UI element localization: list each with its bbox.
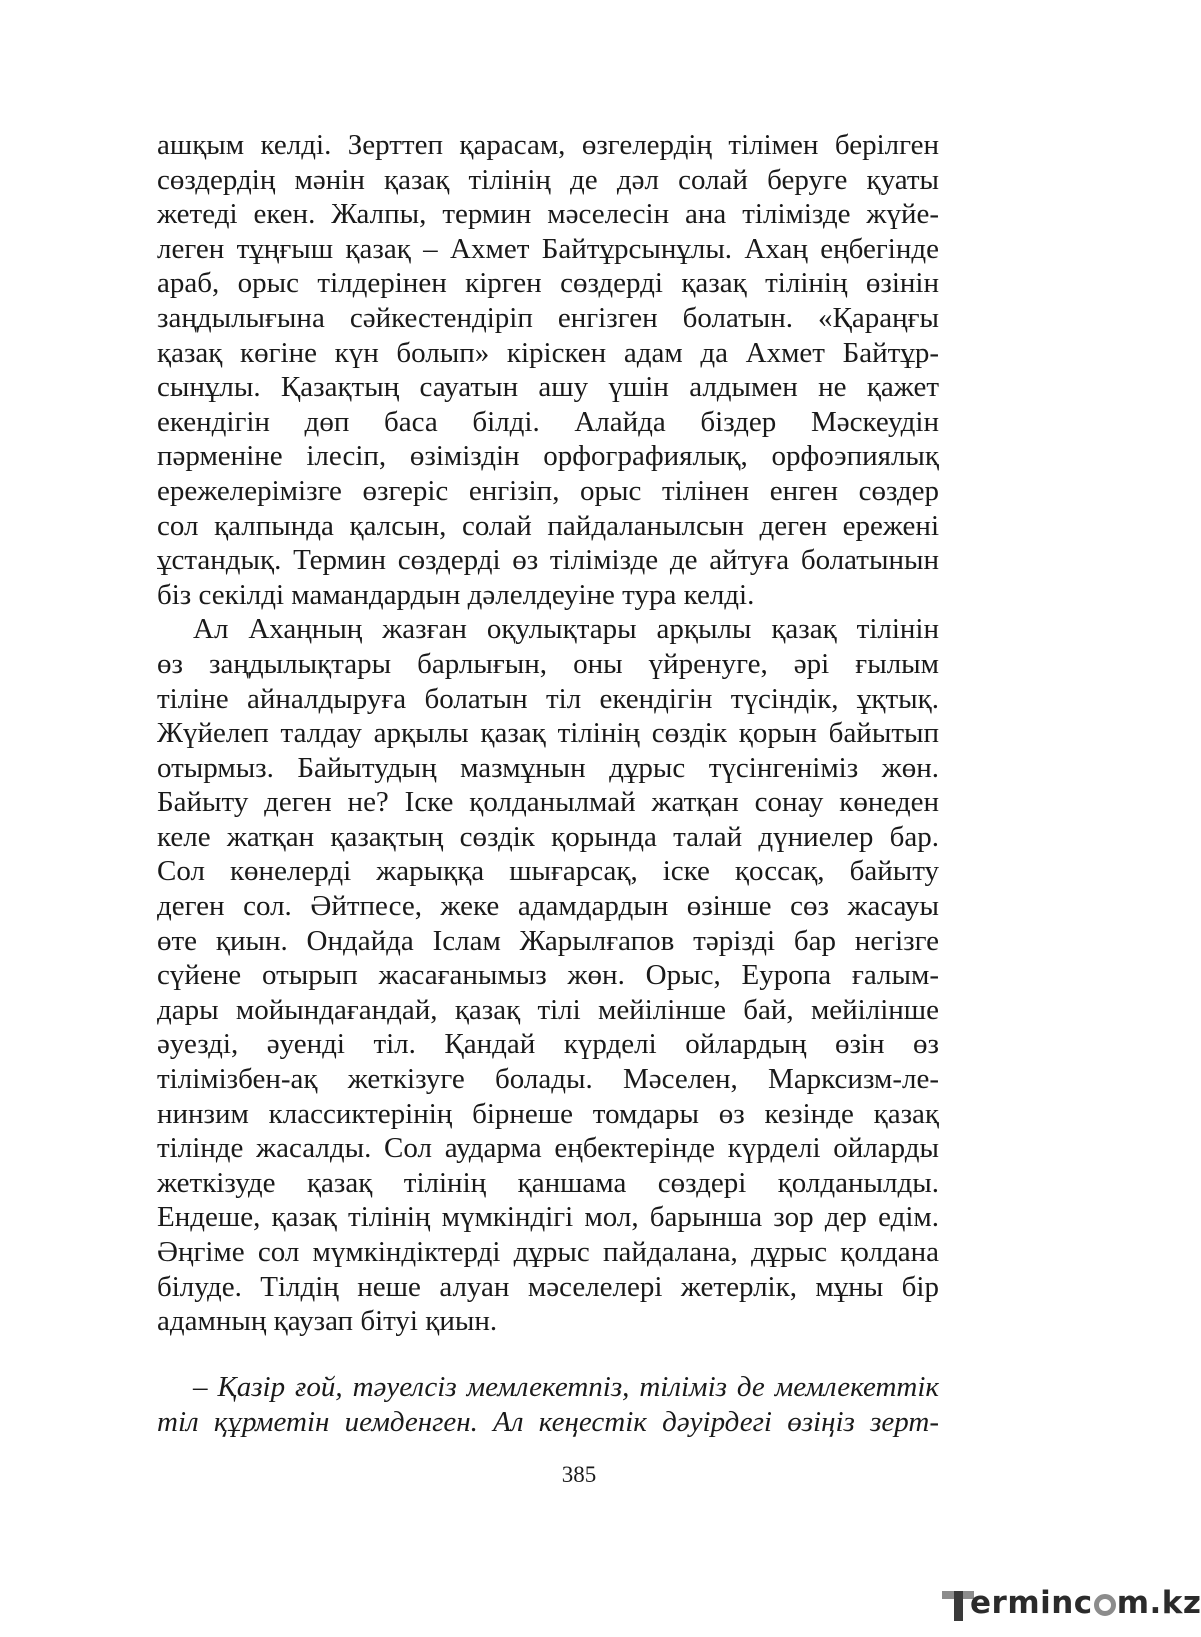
text-line: өз заңдылықтары барлығын, оны үйренуге, әрі ғылым (157, 647, 939, 680)
text-line: деген сол. Әйтпесе, жеке адамдардын өзінше сөз жасауы (157, 890, 939, 923)
text-line: сүйене отырып жасағанымыз жөн. Орыс, Еуропа ғалым- (157, 959, 939, 992)
watermark-circle-icon (1094, 1594, 1116, 1616)
text-line: леген тұңғыш қазақ – Ахмет Байтұрсынұлы. Ахаң еңбегінде (157, 232, 939, 265)
text-line: сол қалпында қалсын, солай пайдаланылсын деген ережені (157, 509, 939, 542)
text-line: адамның қаузап бітуі қиын. (157, 1305, 498, 1338)
text-line: дары мойындағандай, қазақ тілі мейілінше бай, мейілінше (157, 993, 939, 1026)
text-line: араб, орыс тілдерінен кірген сөздерді қазақ тілінің өзінін (157, 267, 939, 300)
text-line: отырмыз. Байытудың мазмұнын дұрыс түсінгеніміз жөн. (157, 751, 939, 784)
question-line: – Қазір ғой, тәуелсіз мемлекетпіз, тіліміз де мемлекеттік (193, 1371, 939, 1403)
text-line: Жүйелеп талдау арқылы қазақ тілінің сөздік қорын байытып (157, 717, 939, 750)
watermark-t-stem (954, 1591, 963, 1621)
text-line: әуезді, әуенді тіл. Қандай күрделі ойлардың өзін өз (157, 1028, 939, 1061)
text-line: екендігін дөп баса білді. Алайда біздер Мәскеудін (157, 405, 939, 438)
text-line: ұстандық. Термин сөздерді өз тілімізде де айтуға болатынын (157, 544, 939, 577)
text-line: ашқым келді. Зерттеп қарасам, өзгелердің тілімен берілген (157, 129, 939, 161)
text-line: сөздердің мәнін қазақ тілінің де дәл солай беруге қуаты (157, 163, 939, 196)
text-line: Әңгіме сол мүмкіндіктерді дұрыс пайдалана, дұрыс қолдана (157, 1236, 939, 1268)
text-line: жеткізуде қазақ тілінің қаншама сөздері қолданылды. (157, 1166, 939, 1199)
text-line: біз секілді мамандардын дәлелдеуіне тура келді. (157, 578, 755, 611)
text-line: білуде. Тілдің неше алуан мәселелері жетерлік, мұны бір (157, 1270, 939, 1303)
text-line: Ендеше, қазақ тілінің мүмкіндігі мол, барынша зор дер едім. (157, 1201, 939, 1234)
watermark-text-part1: erminc (970, 1585, 1093, 1621)
watermark-text (970, 1585, 1201, 1621)
text-line: тілімізбен-ақ жеткізуге болады. Мәселен, Марксизм-ле- (157, 1063, 939, 1096)
text-line: заңдылығына сәйкестендіріп енгізген болатын. «Қараңғы (157, 301, 939, 334)
text-line: ережелерімізге өзгеріс енгізіп, орыс тілінен енген сөздер (157, 474, 939, 507)
text-line: нинзим классиктерінің бірнеше томдары өз кезінде қазақ (157, 1097, 939, 1130)
text-line: қазақ көгіне күн болып» кірiскен адам да Ахмет Байтұр- (157, 336, 939, 369)
text-line: Сол көнелерді жарыққа шығарсақ, іске қоссақ, байыту (157, 855, 939, 888)
text-line: Ал Ахаңның жазған оқулықтары арқылы қазақ тілінін (193, 613, 939, 646)
text-line: Байыту деген не? Іске қолданылмай жатқан сонау көнеден (157, 786, 939, 819)
question-line: тіл құрметін иемденген. Ал кеңестік дәуірдегі өзіңіз зерт- (157, 1405, 939, 1438)
text-line: өте қиын. Ондайда Іслам Жарылғапов тәрізді бар негізге (157, 924, 939, 957)
text-line: жетеді екен. Жалпы, термин мәселесін ана тілімізде жүйе- (157, 198, 939, 231)
text-line: сынұлы. Қазақтың сауатын ашу үшін алдымен не қажет (157, 371, 939, 404)
interview-question (157, 1370, 939, 1439)
body-text (157, 128, 939, 1339)
text-line: тіліне айналдыруға болатын тіл екендігін түсіндік, ұқтық. (157, 682, 939, 715)
text-line: келе жатқан қазақтың сөздік қорында талай дүниелер бар. (157, 820, 939, 853)
text-line: тілінде жасалды. Сол аудармa еңбектерінде күрделі ойларды (157, 1132, 939, 1165)
text-line: пәрменіне ілесіп, өзіміздін орфографиялық, орфоэпиялық (157, 440, 939, 473)
termincom-watermark-logo (942, 1585, 1201, 1629)
watermark-text-part2: m.kz (1116, 1585, 1201, 1621)
page-number: 385 (561, 1462, 597, 1487)
